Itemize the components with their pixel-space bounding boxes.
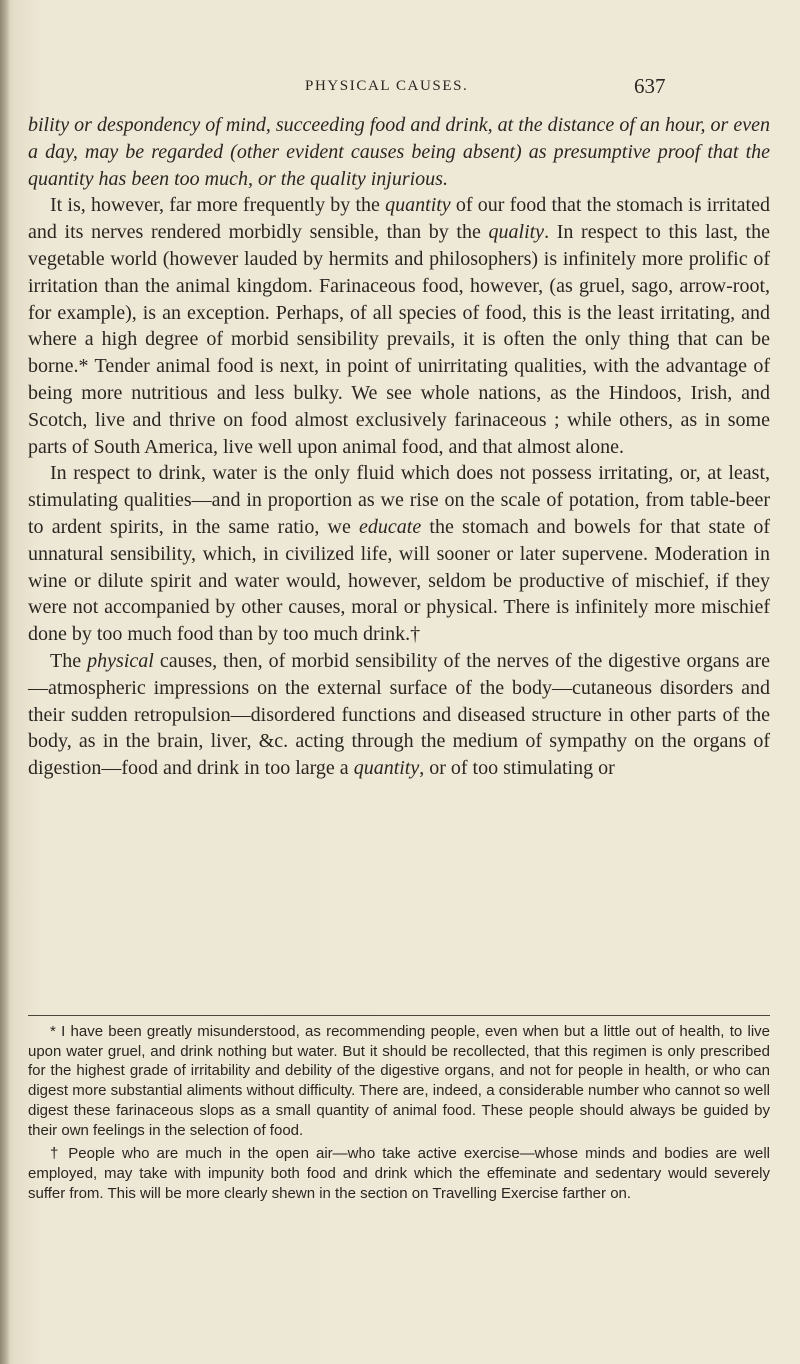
paragraph-3-text-a: In respect to drink, water is the only fluid which does not possess irritating, or, at least, stimulating qualities—and in proportion as we rise on the scale of potation, from table-beer to ardent spirits, in the same ratio, we <box>28 462 770 538</box>
body-text <box>28 112 770 782</box>
page-header <box>0 74 800 108</box>
paragraph-3 <box>28 460 770 648</box>
page-binding-edge <box>0 0 10 1364</box>
paragraph-2-emphasis-b: quality <box>488 221 545 244</box>
paragraph-4-emphasis-b: quantity <box>353 757 420 780</box>
footnote-dagger: † People who are much in the open air—who take active exercise—whose minds and bodies are well employed, may take with impunity both food and drink which the effeminate and sedentary would severely suffer from. This will be more clearly shewn in the section on Travelling Exercise farther on. <box>28 1145 770 1202</box>
paragraph-2 <box>28 192 770 460</box>
paragraph-4-text-a: The <box>50 649 88 672</box>
paragraph-4-emphasis-a: physical <box>87 649 154 672</box>
running-head: PHYSICAL CAUSES. <box>305 78 469 94</box>
page-number: 637 <box>634 74 666 98</box>
paragraph-4-text-b: causes, then, of morbid sensibility of the nerves of the digestive organs are—atmospheric impressions on the external surface of the body—cutaneous disorders and their sudden retropulsion—disordered functions and diseased structure in other parts of the body, as in the brain, liver, &c. acting through the medium of sympathy on the organs of digestion—food and drink in too large a <box>28 649 770 780</box>
paragraph-4 <box>28 648 770 782</box>
paragraph-2-text-c: . In respect to this last, the vegetable world (however lauded by hermits and philosophers) is infinitely more prolific of irritation than the animal kingdom. Farinaceous food, however, (as gruel, sago, arrow-root, for example), is an exception. Perhaps, of all species of food, this is the least irritating, and where a high degree of morbid sensibility prevails, it is often the only thing that can be borne.* Tender animal food is next, in point of unirritating qualities, with the advantage of being more nutritious and less bulky. We see whole nations, as the Hindoos, Irish, and Scotch, live and thrive on food almost exclusively farinaceous ; while others, as in some parts of South America, live well upon animal food, and that almost alone. <box>28 221 770 458</box>
paragraph-1-italic-text: bility or despondency of mind, succeeding food and drink, at the distance of an hour, or even a day, may be regarded (other evident causes being absent) as presumptive proof that the quantity has been too much, or the quality injurious. <box>28 114 770 190</box>
footnotes <box>28 1022 770 1203</box>
paragraph-2-text-b: of our food that the stomach is irritated and its nerves rendered morbidly sensible, than by the <box>28 194 770 244</box>
paragraph-3-text-b: the stomach and bowels for that state of unnatural sensibility, which, in civilized life, will sooner or later supervene. Moderation in wine or dilute spirit and water would, however, seldom be productive of mischief, if they were not accompanied by other causes, moral or physical. There is infinitely more mischief done by too much food than by too much drink.† <box>28 515 770 646</box>
paragraph-3-emphasis: educate <box>359 515 422 538</box>
paragraph-4-text-c: , or of too stimulating or <box>419 757 615 780</box>
paragraph-2-emphasis-a: quantity <box>385 194 451 217</box>
footnote-asterisk: * I have been greatly misunderstood, as recommending people, even when but a little out of health, to live upon water gruel, and drink nothing but water. But it should be recollected, that this regimen is only prescribed for the highest grade of irritability and debility of the digestive organs, and not for people in health, or who can digest more substantial aliments without difficulty. There are, indeed, a considerable number who cannot so well digest these farinaceous slops as a small quantity of animal food. These people should always be guided by their own feelings in the selection of food. <box>28 1023 770 1139</box>
footnote-rule <box>28 1015 770 1016</box>
paragraph-2-text-a: It is, however, far more frequently by the <box>50 194 386 217</box>
paragraph-1 <box>28 112 770 192</box>
